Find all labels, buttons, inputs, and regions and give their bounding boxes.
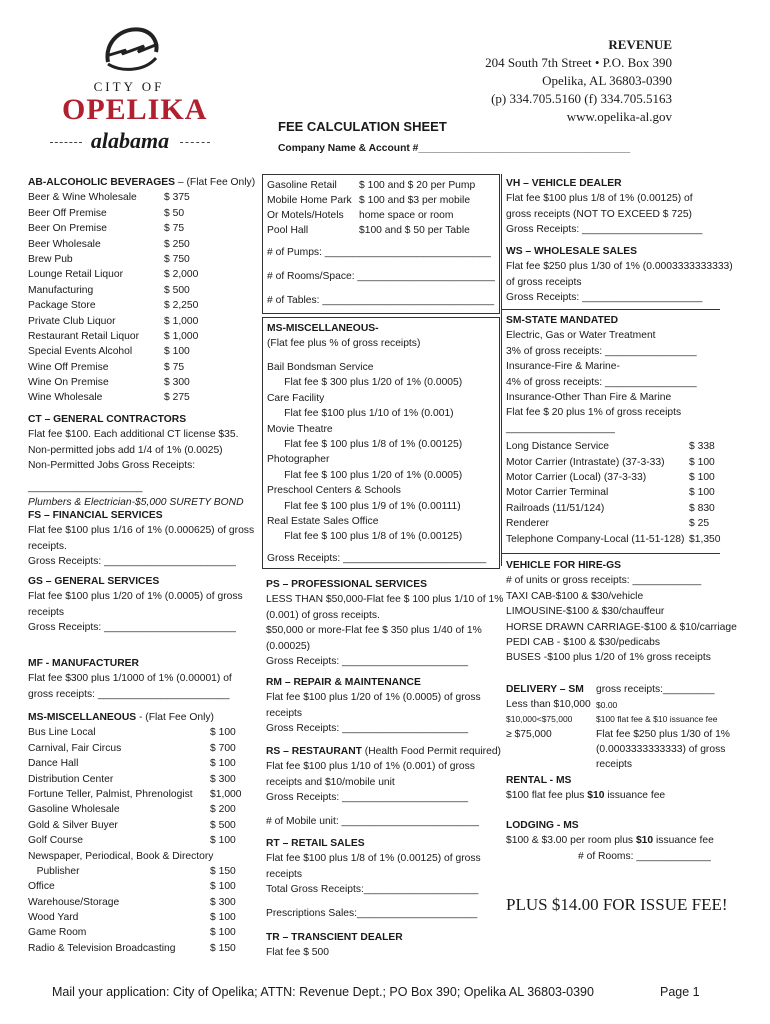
sm-row-value: $ 830	[689, 502, 715, 514]
vh-line-1: Flat fee $100 plus 1/8 of 1% (0.00125) of	[506, 193, 693, 205]
header-street: 204 South 7th Street • P.O. Box 390	[485, 55, 672, 70]
logo-city-of: CITY OF	[93, 79, 165, 94]
sm-row	[506, 470, 744, 485]
sm-row	[506, 455, 744, 470]
ab-row	[28, 344, 260, 359]
box1-row-gasoline: Gasoline Retail $ 100 and $ 20 per Pump	[267, 180, 476, 191]
ab-row	[28, 298, 260, 313]
mf-gross-receipts-field[interactable]: gross receipts: _______________________	[28, 688, 230, 700]
ab-row-label: Beer Wholesale	[28, 238, 101, 250]
ms-percent-line: Flat fee $ 300 plus 1/20 of 1% (0.0005)	[267, 377, 463, 389]
ms-flat-row	[28, 879, 260, 894]
rt-line-1: Flat fee $100 plus 1/8 of 1% (0.00125) of gross	[266, 853, 481, 865]
ms-flat-row	[28, 756, 260, 771]
ms-flat-row	[28, 741, 260, 756]
ab-row-value: $ 275	[164, 392, 190, 404]
sm-row-label: Long Distance Service	[506, 441, 610, 453]
ps-line-2: (0.001) of gross receipts.	[266, 609, 380, 621]
ms-percent-box	[262, 317, 500, 569]
vh-line-2: gross receipts (NOT TO EXCEED $ 725)	[506, 208, 692, 220]
ms-percent-line: Preschool Centers & Schools	[267, 485, 401, 497]
sm-row	[506, 501, 744, 516]
delivery-tier-3-fee: Flat fee $250 plus 1/30 of 1%	[596, 729, 730, 740]
ms-flat-row	[28, 802, 260, 817]
ab-row-label: Package Store	[28, 300, 96, 312]
issue-fee-note: PLUS $14.00 FOR ISSUE FEE!	[506, 895, 728, 914]
ab-row-value: $ 2,250	[164, 300, 199, 312]
left-column	[28, 175, 260, 406]
hire-buses: BUSES -$100 plus 1/20 of 1% gross receipts	[506, 652, 711, 664]
right-divider	[501, 174, 502, 566]
ws-section	[506, 244, 744, 306]
gs-line-1: Flat fee $100 plus 1/20 of 1% (0.0005) of gross	[28, 591, 243, 603]
ms-percent-line: Bail Bondsman Service	[267, 362, 374, 373]
ab-row	[28, 283, 260, 298]
sm-row	[506, 516, 744, 531]
fs-line-1: Flat fee $100 plus 1/16 of 1% (0.000625) of gross	[28, 525, 255, 537]
ps-line-3: $50,000 or more-Flat fee $ 350 plus 1/40 of 1%	[266, 625, 482, 637]
ab-row-value: $ 75	[164, 223, 185, 235]
rt-section	[266, 836, 506, 921]
sm-heading: SM-STATE MANDATED	[506, 315, 619, 326]
ps-line-1: LESS THAN $50,000-Flat fee $ 100 plus 1/10 of 1%	[266, 594, 504, 606]
ab-row-label: Wine Wholesale	[28, 392, 103, 404]
ms-flat-row	[28, 818, 260, 833]
sm-row-label: Telephone Company-Local (11-51-128)	[506, 533, 685, 545]
ms-flat-row-label: Publisher	[28, 865, 80, 877]
ms-percent-line: Flat fee $ 100 plus 1/9 of 1% (0.00111)	[267, 500, 461, 512]
ms-flat-row-value: $ 100	[210, 835, 236, 847]
ms-flat-row-label: Fortune Teller, Palmist, Phrenologist	[28, 788, 193, 800]
logo-emblem-icon	[100, 20, 160, 75]
rm-line-1: Flat fee $100 plus 1/20 of 1% (0.0005) of gross	[266, 692, 481, 704]
ab-row-value: $ 2,000	[164, 269, 199, 281]
ab-row	[28, 206, 260, 221]
ab-row-label: Wine Off Premise	[28, 361, 109, 373]
ab-row	[28, 267, 260, 282]
ms-percent-line: Real Estate Sales Office	[267, 516, 379, 528]
ms-flat-row-value: $ 100	[210, 927, 236, 939]
mf-section	[28, 656, 260, 702]
ps-gross-receipts-field[interactable]: Gross Receipts: ______________________	[266, 656, 469, 668]
ab-row-label: Restaurant Retail Liquor	[28, 330, 140, 342]
hire-limo: LIMOUSINE-$100 & $30/chauffeur	[506, 606, 665, 618]
sm-section	[506, 313, 744, 547]
ab-list	[28, 190, 260, 405]
ab-row-label: Manufacturing	[28, 284, 94, 296]
sm-row	[506, 485, 744, 500]
ab-row	[28, 252, 260, 267]
ms-flat-row-label: Warehouse/Storage	[28, 896, 120, 908]
delivery-tier-3-fee-2: (0.0003333333333) of gross	[596, 744, 726, 755]
ms-percent-heading: MS-MISCELLANEOUS-	[267, 323, 379, 334]
ab-row-value: $ 75	[164, 361, 185, 373]
sm-row-value: $ 100	[689, 487, 715, 499]
ms-flat-row	[28, 787, 260, 802]
sm-list	[506, 439, 744, 547]
delivery-tier-2-fee: $100 flat fee & $10 issuance fee	[596, 714, 718, 724]
sm-insurance-gross-field[interactable]: 4% of gross receipts: ________________	[506, 376, 697, 388]
gs-heading: GS – GENERAL SERVICES	[28, 576, 160, 587]
rm-heading: RM – REPAIR & MAINTENANCE	[266, 677, 421, 688]
sm-divider	[501, 309, 720, 310]
delivery-heading: DELIVERY – SM	[506, 684, 584, 695]
ms-flat-row-label: Dance Hall	[28, 758, 79, 770]
ct-line-2: Non-permitted jobs add 1/4 of 1% (0.0025)	[28, 444, 223, 456]
rt-prescription-sales-field[interactable]: Prescriptions Sales:_____________________	[266, 907, 478, 919]
vh-gross-receipts-field[interactable]: Gross Receipts: _____________________	[506, 224, 703, 236]
sm-row	[506, 532, 744, 547]
ms-percent-line: Care Facility	[267, 392, 325, 404]
fs-heading: FS – FINANCIAL SERVICES	[28, 510, 163, 521]
vh-heading: VH – VEHICLE DEALER	[506, 178, 622, 189]
ct-heading: CT – GENERAL CONTRACTORS	[28, 414, 187, 425]
gs-gross-receipts-field[interactable]: Gross Receipts: _______________________	[28, 622, 236, 634]
ms-flat-row-label: Gasoline Wholesale	[28, 804, 120, 816]
tr-line-1: Flat fee $ 500	[266, 947, 329, 959]
header-city: Opelika, AL 36803-0390	[542, 73, 672, 88]
ms-flat-row-value: $ 200	[210, 804, 236, 816]
ms-flat-row-value: $1,000	[210, 788, 242, 800]
ab-row	[28, 314, 260, 329]
ms-flat-row	[28, 895, 260, 910]
page-title: FEE CALCULATION SHEET	[278, 119, 447, 134]
ms-flat-row	[28, 941, 260, 956]
rm-line-2: receipts	[266, 707, 303, 719]
rm-gross-receipts-field[interactable]: Gross Receipts: ______________________	[266, 723, 469, 735]
ms-flat-list	[28, 725, 260, 956]
ws-line-1: Flat fee $250 plus 1/30 of 1% (0.0003333333333)	[506, 261, 733, 273]
sm-row-label: Railroads (11/51/124)	[506, 502, 605, 514]
ms-percent-line: Photographer	[267, 454, 330, 466]
gs-line-2: receipts	[28, 606, 65, 618]
sm-line-5: Insurance-Other Than Fire & Marine	[506, 392, 672, 404]
ms-flat-row	[28, 910, 260, 925]
sm-row-value: $ 338	[689, 441, 715, 453]
ms-flat-row-label: Game Room	[28, 927, 87, 939]
ct-section	[28, 412, 260, 510]
ms-flat-row-value: $ 100	[210, 912, 236, 924]
ms-flat-row-value: $ 100	[210, 881, 236, 893]
lodging-rooms-field[interactable]: # of Rooms: _____________	[578, 850, 711, 862]
ms-flat-row-label: Radio & Television Broadcasting	[28, 942, 176, 954]
ab-row	[28, 375, 260, 390]
box1-row-mobile: Mobile Home Park $ 100 and $3 per mobile	[267, 195, 471, 206]
ms-flat-row-value: $ 150	[210, 942, 236, 954]
hire-heading: VEHICLE FOR HIRE-GS	[506, 560, 621, 571]
lodging-line-1: $100 & $3.00 per room plus $10 issuance fee	[506, 835, 714, 847]
hire-units-field[interactable]: # of units or gross receipts: ____________	[506, 575, 702, 587]
sm-row-value: $ 25	[689, 518, 710, 530]
rs-section	[266, 744, 506, 829]
ms-flat-row-label: Golf Course	[28, 835, 83, 847]
rt-heading: RT – RETAIL SALES	[266, 838, 365, 849]
ms-flat-row	[28, 925, 260, 940]
sm-row-value: $1,350	[689, 533, 721, 545]
sm-row-value: $ 100	[689, 472, 715, 484]
ms-flat-row	[28, 725, 260, 740]
header-website: www.opelika-al.gov	[566, 109, 672, 124]
logo-dash-left	[50, 142, 82, 143]
delivery-section	[506, 682, 746, 772]
vh-section	[506, 176, 744, 238]
ms-flat-row-value: $ 300	[210, 773, 236, 785]
ab-row-label: Brew Pub	[28, 253, 73, 265]
lodging-heading: LODGING - MS	[506, 820, 579, 831]
sm-row-label: Motor Carrier (Intrastate) (37-3-33)	[506, 456, 665, 468]
rm-section	[266, 675, 506, 737]
gas-mobile-pool-box	[262, 174, 500, 314]
ps-section	[266, 577, 506, 669]
rs-gross-receipts-field[interactable]: Gross Receipts: ______________________	[266, 792, 469, 804]
tr-heading: TR – TRANSCIENT DEALER	[266, 932, 403, 943]
header-dept: REVENUE	[608, 37, 672, 52]
ms-flat-row	[28, 833, 260, 848]
ab-row-value: $ 500	[164, 284, 190, 296]
ms-flat-row-label: Bus Line Local	[28, 727, 96, 739]
ms-percent-sub: (Flat fee plus % of gross receipts)	[267, 338, 421, 349]
ms-flat-row-value: $ 100	[210, 727, 236, 739]
ab-row	[28, 237, 260, 252]
ab-row	[28, 329, 260, 344]
ab-row-label: Private Club Liquor	[28, 315, 116, 327]
sm-row-label: Motor Carrier Terminal	[506, 487, 609, 499]
ms-percent-line: Flat fee $ 100 plus 1/20 of 1% (0.0005)	[267, 469, 463, 481]
footer-page-number: Page 1	[660, 985, 700, 999]
ab-row-label: Special Events Alcohol	[28, 346, 133, 358]
rental-line-1: $100 flat fee plus $10 issuance fee	[506, 790, 666, 802]
header-phone: (p) 334.705.5160 (f) 334.705.5163	[491, 91, 672, 106]
ct-gross-blank[interactable]: ____________________	[28, 481, 143, 493]
ab-heading: AB-ALCOHOLIC BEVERAGES – (Flat Fee Only)	[28, 177, 256, 188]
rt-line-2: receipts	[266, 868, 303, 880]
delivery-tier-1-fee: $0.00	[596, 700, 618, 710]
delivery-gross-field[interactable]: gross receipts:_________	[596, 684, 715, 695]
hire-divider	[501, 553, 720, 554]
company-account-line: Company Name & Account #_____________________________________	[278, 143, 631, 154]
sm-row	[506, 439, 744, 454]
ps-line-4: (0.00025)	[266, 640, 311, 652]
lodging-section	[506, 818, 746, 864]
hire-section	[506, 558, 746, 666]
ab-row-value: $ 50	[164, 207, 185, 219]
ms-flat-row-label: Wood Yard	[28, 912, 79, 924]
ms-flat-row-label: Carnival, Fair Circus	[28, 742, 122, 754]
ab-row-label: Beer Off Premise	[28, 207, 107, 219]
gs-section	[28, 574, 260, 636]
mf-heading: MF - MANUFACTURER	[28, 658, 139, 669]
ms-percent-line: Flat fee $100 plus 1/10 of 1% (0.001)	[267, 408, 454, 420]
tables-field[interactable]: # of Tables: ______________________________	[267, 295, 495, 306]
ms-percent-line: Flat fee $ 100 plus 1/8 of 1% (0.00125)	[267, 439, 463, 451]
rs-mobile-units-field[interactable]: # of Mobile unit: ________________________	[266, 815, 479, 827]
ms-flat-row-value: $ 300	[210, 896, 236, 908]
ab-row-value: $ 750	[164, 253, 190, 265]
box1-row-motels: Or Motels/Hotels home space or room	[267, 210, 454, 221]
ab-row	[28, 390, 260, 405]
mf-line-1: Flat fee $300 plus 1/1000 of 1% (0.00001) of	[28, 673, 232, 685]
ps-heading: PS – PROFESSIONAL SERVICES	[266, 579, 427, 590]
logo-dash-right	[180, 142, 210, 143]
ab-row-value: $ 250	[164, 238, 190, 250]
ct-line-3: Non-Permitted Jobs Gross Receipts:	[28, 460, 196, 472]
ab-row-value: $ 1,000	[164, 330, 199, 342]
ct-line-1: Flat fee $100. Each additional CT license $35.	[28, 429, 239, 441]
ms-flat-row-label: Distribution Center	[28, 773, 114, 785]
ms-flat-row-label: Office	[28, 881, 55, 893]
delivery-tier-2: $10,000<$75,000	[506, 714, 573, 724]
ms-flat-row	[28, 864, 260, 879]
pumps-field[interactable]: # of Pumps: _____________________________	[267, 247, 491, 258]
hire-taxi: TAXI CAB-$100 & $30/vehicle	[506, 590, 644, 602]
ms-flat-row-value: $ 700	[210, 742, 236, 754]
sm-line-6: Flat fee $ 20 plus 1% of gross receipts	[506, 407, 682, 419]
ms-flat-row	[28, 849, 260, 864]
ab-row-label: Lounge Retail Liquor	[28, 269, 124, 281]
ms-flat-section	[28, 710, 260, 956]
ab-row-label: Beer & Wine Wholesale	[28, 192, 137, 204]
ms-flat-row-label: Gold & Silver Buyer	[28, 819, 118, 831]
sm-line-1: Electric, Gas or Water Treatment	[506, 330, 656, 342]
tr-section	[266, 930, 506, 961]
hire-pedicab: PEDI CAB - $100 & $30/pedicabs	[506, 637, 660, 649]
ws-gross-receipts-field[interactable]: Gross Receipts: _____________________	[506, 292, 703, 304]
fs-line-2: receipts.	[28, 540, 67, 552]
ms-percent-line: Flat fee $ 100 plus 1/8 of 1% (0.00125)	[267, 531, 463, 543]
ms-percent-lines	[267, 360, 462, 545]
sm-electric-gross-field[interactable]: 3% of gross receipts: ________________	[506, 345, 697, 357]
ct-surety-bond: Plumbers & Electrician-$5,000 SURETY BOND	[28, 497, 244, 509]
rs-heading: RS – RESTAURANT (Health Food Permit required)	[266, 746, 501, 757]
delivery-tier-3: ≥ $75,000	[506, 729, 552, 740]
rs-line-2: receipts and $10/mobile unit	[266, 776, 395, 788]
delivery-tier-1: Less than $10,000	[506, 699, 591, 710]
rt-total-gross-field[interactable]: Total Gross Receipts:____________________	[266, 884, 479, 896]
ms-flat-row-value: $ 500	[210, 819, 236, 831]
ws-heading: WS – WHOLESALE SALES	[506, 246, 638, 257]
ms-flat-heading: MS-MISCELLANEOUS - (Flat Fee Only)	[28, 712, 214, 723]
sm-row-label: Renderer	[506, 518, 549, 530]
hire-horse: HORSE DRAWN CARRIAGE-$100 & $10/carriage	[506, 621, 737, 633]
ab-row-value: $ 100	[164, 346, 190, 358]
delivery-tier-3-fee-3: receipts	[596, 759, 633, 770]
ms-percent-line: Movie Theatre	[267, 423, 333, 435]
sm-other-insurance-field[interactable]: ___________________	[506, 422, 615, 434]
ab-row-value: $ 1,000	[164, 315, 199, 327]
box1-row-pool: Pool Hall $100 and $ 50 per Table	[267, 225, 470, 236]
logo-opelika: OPELIKA	[62, 93, 208, 126]
ws-line-2: of gross receipts	[506, 276, 582, 288]
ms-flat-row-label: Newspaper, Periodical, Book & Directory	[28, 850, 214, 862]
rental-heading: RENTAL - MS	[506, 775, 572, 786]
ms-flat-row	[28, 772, 260, 787]
ab-row-value: $ 375	[164, 192, 190, 204]
fs-section	[28, 508, 260, 570]
logo-alabama: alabama	[90, 128, 170, 153]
ms-flat-row-value: $ 100	[210, 758, 236, 770]
rs-line-1: Flat fee $100 plus 1/10 of 1% (0.001) of gross	[266, 761, 475, 773]
ab-row-value: $ 300	[164, 377, 190, 389]
footer-mail-address: Mail your application: City of Opelika; ATTN: Revenue Dept.; PO Box 390; Opelika AL 36803-0390	[52, 985, 594, 999]
ab-row-label: Beer On Premise	[28, 223, 107, 235]
rental-section	[506, 773, 746, 804]
fs-gross-receipts-field[interactable]: Gross Receipts: _______________________	[28, 556, 236, 568]
rooms-space-field[interactable]: # of Rooms/Space: ________________________	[267, 271, 495, 282]
ms-percent-gross-field[interactable]: Gross Receipts: _________________________	[267, 553, 487, 564]
sm-row-value: $ 100	[689, 456, 715, 468]
ab-row	[28, 221, 260, 236]
sm-row-label: Motor Carrier (Local) (37-3-33)	[506, 472, 647, 484]
ab-row-label: Wine On Premise	[28, 377, 109, 389]
ms-flat-row-value: $ 150	[210, 865, 236, 877]
sm-line-3: Insurance-Fire & Marine-	[506, 361, 620, 373]
ab-row	[28, 190, 260, 205]
ab-row	[28, 360, 260, 375]
header-address-block	[485, 36, 672, 126]
